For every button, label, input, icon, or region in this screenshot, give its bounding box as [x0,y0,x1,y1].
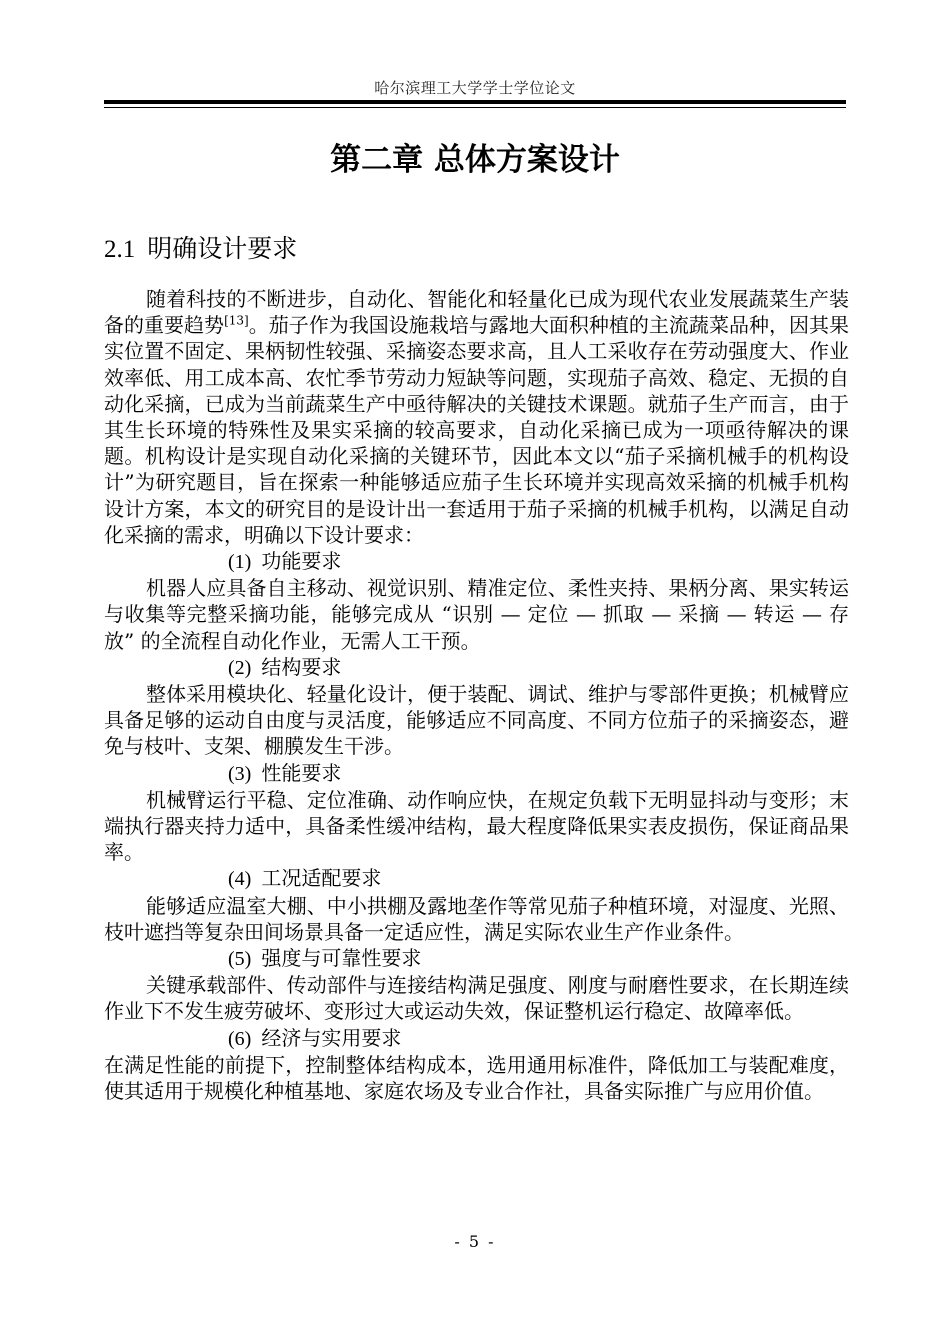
section-title: 明确设计要求 [147,234,298,263]
requirement-number: (5) [228,948,252,971]
requirement-6-title [104,1025,849,1052]
citation: [13] [224,313,249,328]
requirement-5-text: 关键承载部件、传动部件与连接结构满足强度、刚度与耐磨性要求，在长期连续作业下不发生疲劳破坏、变形过大或运动失效，保证整机运行稳定、故障率低。 [104,973,849,1024]
page-number: - 5 - [454,1232,496,1251]
requirement-3-title [104,760,849,787]
header-rule-thin [104,107,846,108]
requirement-title: 经济与实用要求 [261,1025,402,1050]
requirement-number: (3) [228,762,252,785]
requirement-number: (2) [228,656,252,679]
header-rule-thick [104,100,846,104]
requirement-title: 功能要求 [261,549,342,574]
requirement-1-title [104,548,849,575]
intro-text-b: 。茄子作为我国设施栽培与露地大面积种植的主流蔬菜品种，因其果实位置不固定、果柄韧性较强、采摘姿态要求高，且人工采收存在劳动强度大、作业效率低、用工成本高、农忙季节劳动力短缺等问题，实现茄子高效、稳定、无损的自动化采摘，已成为当前蔬菜生产中亟待解决的关键技术课题。就茄子生产而言，由于其生长环境的特殊性及果实采摘的较高要求，自动化采摘已成为一项亟待解决的课题。机构设计是实现自动化采摘的关键环节，因此本文以“茄子采摘机械手的机构设计”为研究题目，旨在探索一种能够适应茄子生长环境并实现高效采摘的机械手机构设计方案，本文的研究目的是设计出一套适用于茄子采摘的机械手机构，以满足自动化采摘的需求，明确以下设计要求： [104,313,850,547]
requirement-title: 强度与可靠性要求 [261,946,422,971]
requirement-title: 工况适配要求 [261,866,382,891]
intro-paragraph [104,286,849,548]
running-header: 哈尔滨理工大学学士学位论文 [374,79,576,97]
section-heading [104,229,297,265]
requirement-number: (4) [228,868,252,891]
requirement-number: (1) [228,551,252,574]
requirement-title: 结构要求 [261,654,342,679]
intro-text-a: 随着科技的不断进步，自动化、智能化和轻量化已成为现代农业发展蔬菜生产装备的重要趋势 [104,287,849,338]
requirement-2-text: 整体采用模块化、轻量化设计，便于装配、调试、维护与零部件更换；机械臂应具备足够的运动自由度与灵活度，能够适应不同高度、不同方位茄子的采摘姿态，避免与枝叶、支架、棚膜发生干涉。 [104,682,849,759]
requirement-title: 性能要求 [261,760,342,785]
requirement-4-text: 能够适应温室大棚、中小拱棚及露地垄作等常见茄子种植环境，对湿度、光照、枝叶遮挡等复杂田间场景具备一定适应性，满足实际农业生产作业条件。 [104,893,849,944]
chapter-title: 第二章 总体方案设计 [330,142,620,178]
requirement-6-text: 在满足性能的前提下，控制整体结构成本，选用通用标准件，降低加工与装配难度，使其适用于规模化种植基地、家庭农场及专业合作社，具备实际推广与应用价值。 [104,1052,849,1104]
section-number: 2.1 [104,236,136,263]
requirement-2-title [104,654,849,681]
requirement-4-title [104,865,849,892]
body-text [104,286,849,1104]
requirement-5-title [104,945,849,972]
requirement-3-text: 机械臂运行平稳、定位准确、动作响应快，在规定负载下无明显抖动与变形；末端执行器夹持力适中，具备柔性缓冲结构，最大程度降低果实表皮损伤，保证商品果率。 [104,787,849,865]
requirement-1-text: 机器人应具备自主移动、视觉识别、精准定位、柔性夹持、果柄分离、果实转运与收集等完整采摘功能，能够完成从 “识别 — 定位 — 抓取 — 采摘 — 转运 — 存放” 的全流程自动化作业，无需人工干预。 [104,576,849,653]
requirement-number: (6) [228,1027,252,1050]
